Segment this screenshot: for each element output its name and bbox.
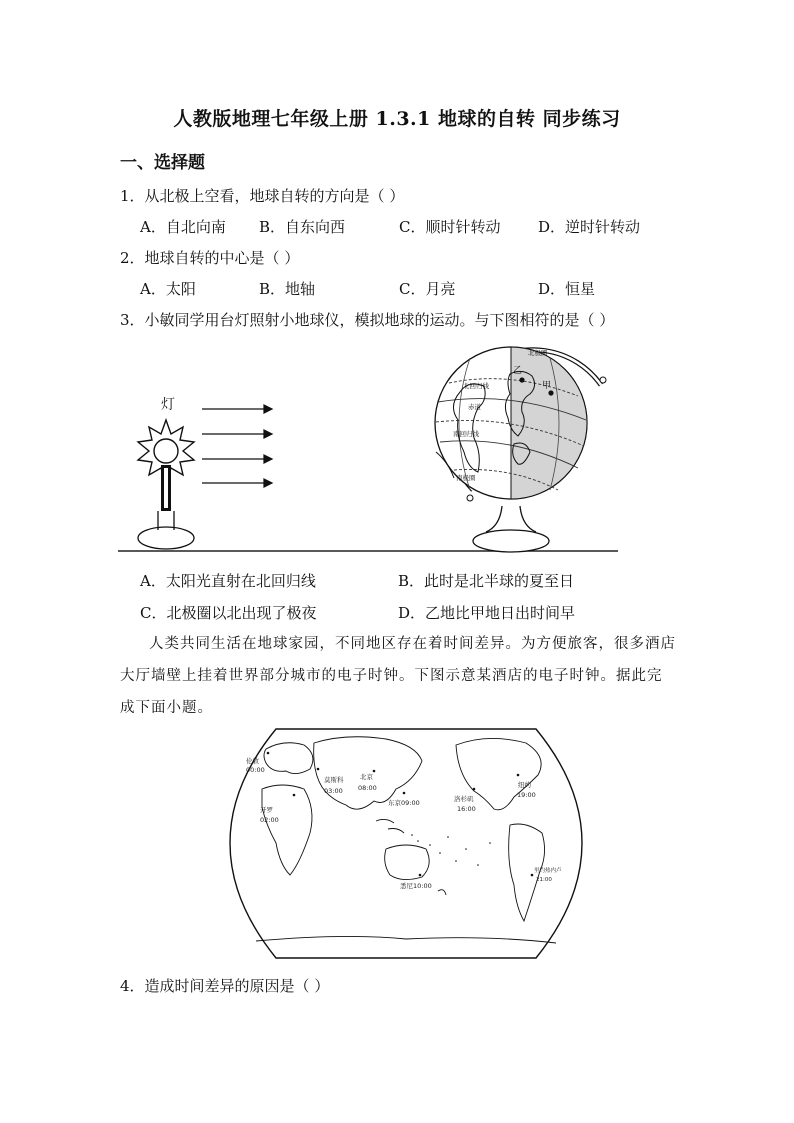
point-jia-marker	[548, 390, 553, 395]
question-3-option-a: A．太阳光直射在北回归线	[140, 572, 316, 590]
map-frame	[230, 729, 582, 958]
question-1-option-b: B．自东向西	[259, 218, 346, 236]
globe-stem	[486, 506, 536, 532]
city-cairo-name: 开罗	[260, 806, 273, 814]
globe-label-equator: 赤道	[468, 403, 481, 411]
city-beijing-name: 北京	[360, 773, 373, 781]
page-title: 人教版地理七年级上册 1.3.1 地球的自转 同步练习	[173, 108, 621, 130]
question-2-stem: 2．地球自转的中心是（ ）	[120, 249, 300, 267]
globe-label-tropic-n: 北回归线	[463, 382, 489, 390]
lamp-base	[138, 527, 194, 549]
question-3-stem: 3．小敏同学用台灯照射小地球仪，模拟地球的运动。与下图相符的是（ ）	[120, 311, 615, 329]
point-yi-marker	[519, 377, 524, 382]
city-ny-name: 纽约	[518, 781, 531, 789]
city-ny-time: 19:00	[517, 791, 536, 799]
reading-passage: 人类共同生活在地球家园，不同地区存在着时间差异。为方便旅客，很多酒店大厅墙壁上挂着世界部分城市的电子时钟。下图示意某酒店的电子时钟。据此完成下面小题。	[120, 636, 676, 716]
question-1-option-c: C．顺时针转动	[399, 218, 501, 236]
question-2-option-d: D．恒星	[538, 280, 596, 298]
lamp-label: 灯	[161, 397, 175, 413]
point-jia-label: 甲	[542, 381, 552, 391]
light-rays	[202, 405, 272, 487]
city-moscow-time: 03:00	[324, 787, 343, 795]
question-3-option-c: C．北极圈以北出现了极夜	[140, 604, 317, 622]
city-rio-name: 里约热内卢	[534, 868, 562, 874]
question-1-option-a: A．自北向南	[140, 218, 226, 236]
section-heading: 一、选择题	[120, 153, 205, 173]
question-1-stem: 1．从北极上空看，地球自转的方向是（ ）	[120, 187, 405, 205]
question-4-stem: 4．造成时间差异的原因是（ ）	[120, 977, 330, 995]
question-2-option-a: A．太阳	[140, 280, 196, 298]
city-london-name: 伦敦	[246, 757, 259, 765]
globe-label-antarctic: 南极圈	[456, 474, 476, 482]
point-yi-label: 乙	[513, 366, 523, 376]
lamp-pole-highlight	[164, 468, 168, 508]
city-la-name: 洛杉矶	[454, 795, 474, 803]
lamp-bulb	[154, 439, 178, 463]
question-2-option-b: B．地轴	[259, 280, 316, 298]
globe-axis-top	[600, 377, 606, 383]
globe-label-arctic: 北极圈	[528, 349, 548, 357]
city-la-time: 16:00	[457, 805, 476, 813]
globe-base	[473, 530, 549, 552]
city-sydney: 悉尼10:00	[400, 882, 432, 890]
question-3-option-d: D．乙地比甲地日出时间早	[398, 604, 576, 622]
world-time-map	[226, 725, 586, 962]
globe-axis-bottom	[467, 495, 473, 501]
city-cairo-time: 02:00	[260, 816, 279, 824]
globe-label-tropic-s: 南回归线	[453, 430, 479, 438]
question-1-option-d: D．逆时针转动	[538, 218, 641, 236]
lamp-globe-figure	[118, 340, 623, 558]
globe-night-side	[511, 347, 587, 499]
city-beijing-time: 08:00	[358, 784, 377, 792]
question-3-option-b: B．此时是北半球的夏至日	[398, 572, 575, 590]
city-moscow-name: 莫斯科	[324, 776, 344, 784]
city-rio-time: 21:00	[536, 877, 552, 883]
city-london-time: 00:00	[246, 766, 265, 774]
city-tokyo: 东京09:00	[388, 799, 420, 807]
question-2-option-c: C．月亮	[399, 280, 456, 298]
